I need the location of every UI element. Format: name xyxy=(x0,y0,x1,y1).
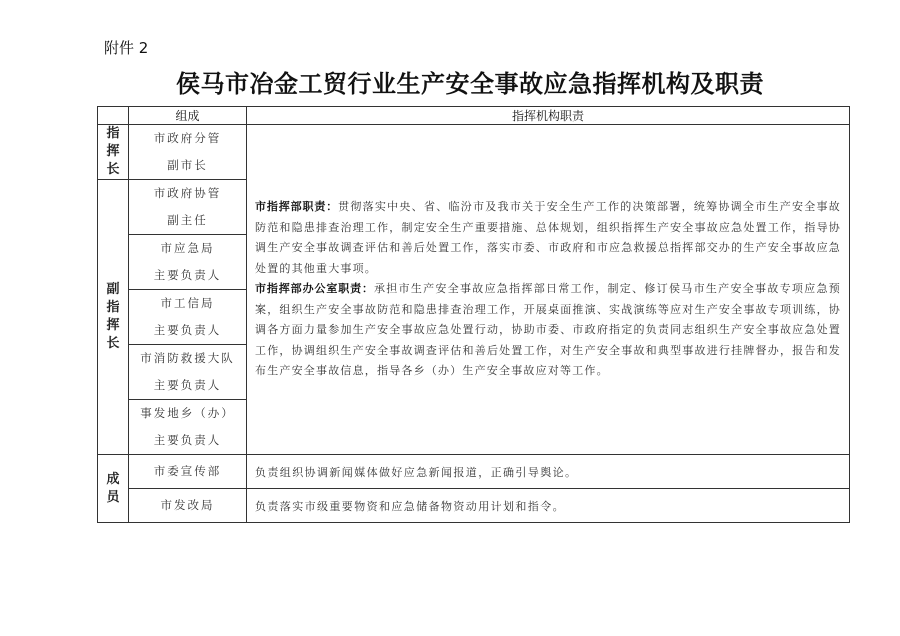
member-unit: 市发改局 xyxy=(129,489,247,523)
command-duties-cell xyxy=(247,125,850,455)
role-members xyxy=(98,455,129,523)
member-title: 主要负责人 xyxy=(153,268,222,282)
member-title: 主要负责人 xyxy=(153,378,222,392)
member-title: 副市长 xyxy=(167,158,208,172)
table-row xyxy=(98,489,850,523)
hq-duties-text: 贯彻落实中央、省、临汾市及我市关于安全生产工作的决策部署，统筹协调全市生产安全事故防范和隐患排查治理工作，制定安全生产重要措施、总体规划，组织指挥生产安全事故应急处置工作，指导协调生产安全事故调查评估和善后处置工作，落实市委、市政府和市应急救援总指挥部交办的生产安全事故应急处置的其他重大事项。 xyxy=(255,200,841,275)
member-unit: 事发地乡（办） xyxy=(140,406,235,420)
member-cell xyxy=(129,180,247,235)
hq-duties xyxy=(255,197,841,279)
member-title: 主要负责人 xyxy=(153,433,222,447)
table-row xyxy=(98,455,850,489)
member-duty: 负责组织协调新闻媒体做好应急新闻报道，正确引导舆论。 xyxy=(247,455,850,489)
header-duties: 指挥机构职责 xyxy=(247,107,850,125)
role-char: 成 xyxy=(106,471,120,487)
role-commander xyxy=(98,125,129,180)
member-unit: 市政府协管 xyxy=(153,186,222,200)
role-char: 指 xyxy=(106,300,120,315)
member-title: 副主任 xyxy=(167,213,208,227)
member-cell xyxy=(129,345,247,400)
member-cell xyxy=(129,400,247,455)
member-cell xyxy=(129,235,247,290)
member-unit: 市委宣传部 xyxy=(129,455,247,489)
role-char: 员 xyxy=(106,489,120,505)
header-role xyxy=(98,107,129,125)
attachment-label: 附件 2 xyxy=(104,39,149,57)
member-unit: 市消防救援大队 xyxy=(140,351,235,365)
member-unit: 市政府分管 xyxy=(153,131,222,145)
office-duties xyxy=(255,279,841,382)
office-duties-text: 承担市生产安全事故应急指挥部日常工作，制定、修订侯马市生产安全事故专项应急预案，组织生产安全事故防范和隐患排查治理工作，开展桌面推演、实战演练等应对生产安全事故专项训练，协调各方面力量参加生产安全事故应急处置行动，协助市委、市政府指定的负责同志组织生产安全事故应急处置工作，协调组织生产安全事故调查评估和善后处置工作，对生产安全事故和典型事故进行挂牌督办，报告和发布生产安全事故信息，指导各乡（办）生产安全事故应对等工作。 xyxy=(255,282,841,378)
role-char: 挥 xyxy=(106,144,120,159)
member-duty: 负责落实市级重要物资和应急储备物资动用计划和指令。 xyxy=(247,489,850,523)
role-deputy-commander xyxy=(98,180,129,455)
table-header-row xyxy=(98,107,850,125)
member-cell xyxy=(129,290,247,345)
role-char: 副 xyxy=(106,282,120,297)
member-title: 主要负责人 xyxy=(153,323,222,337)
role-char: 长 xyxy=(106,162,120,177)
hq-duties-label: 市指挥部职责： xyxy=(255,200,339,214)
office-duties-label: 市指挥部办公室职责： xyxy=(255,282,374,296)
header-composition: 组成 xyxy=(129,107,247,125)
role-char: 指 xyxy=(106,126,120,141)
role-char: 长 xyxy=(106,336,120,351)
member-unit: 市应急局 xyxy=(160,241,215,255)
table-row xyxy=(98,125,850,180)
command-structure-table xyxy=(97,106,850,523)
member-cell xyxy=(129,125,247,180)
role-char: 挥 xyxy=(106,318,120,333)
document-title: 侯马市冶金工贸行业生产安全事故应急指挥机构及职责 xyxy=(176,69,764,98)
member-unit: 市工信局 xyxy=(160,296,215,310)
